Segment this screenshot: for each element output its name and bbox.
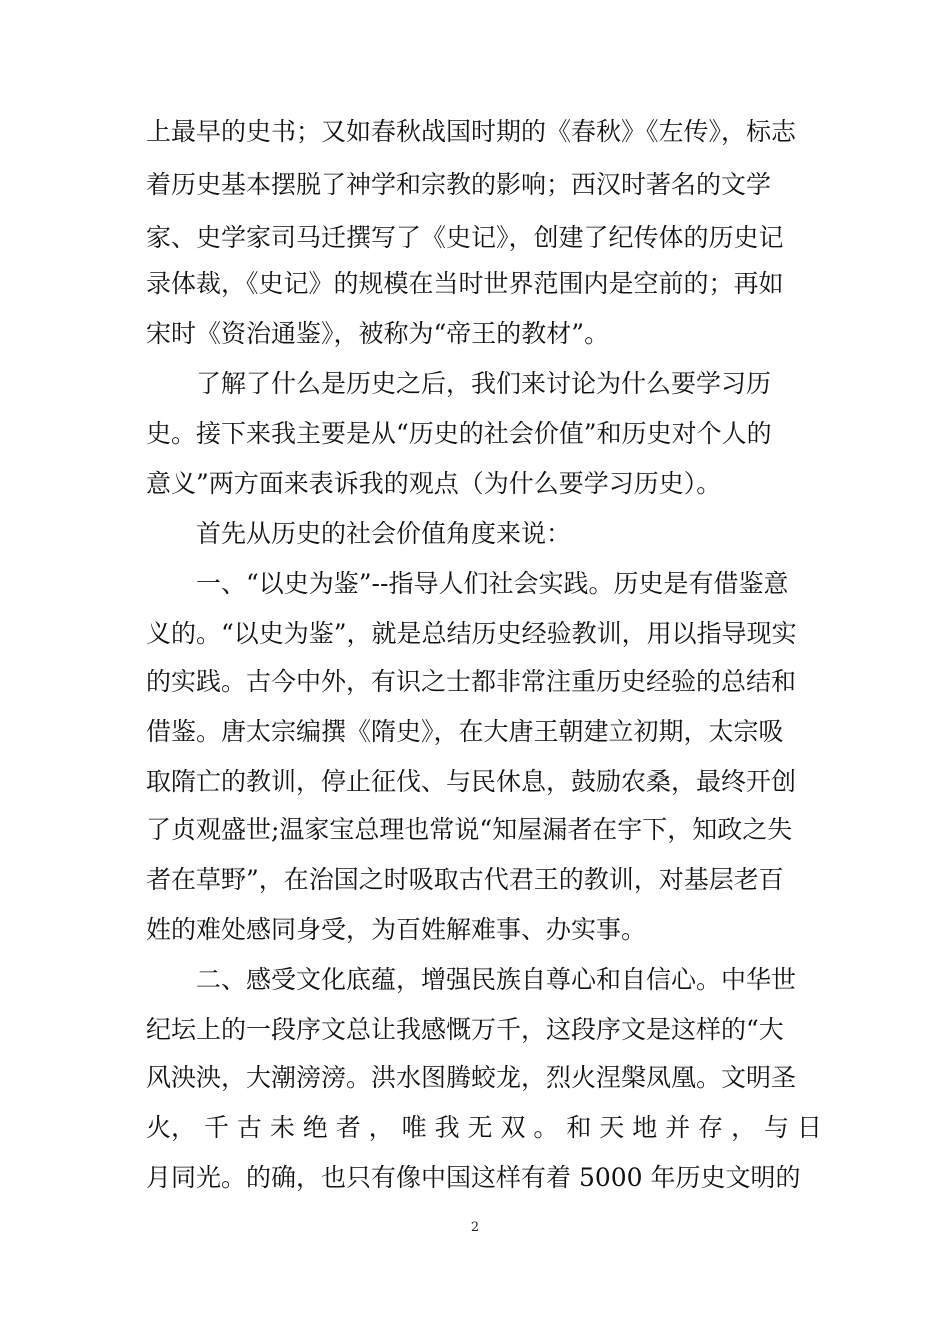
paragraph-start: 首先从历史的社会价值角度来说： <box>196 519 572 548</box>
text-line: 纪坛上的一段序文总让我感慨万千，这段序文是这样的“大 <box>146 1015 784 1044</box>
text-line: 录体裁，《史记》的规模在当时世界范围内是空前的；再如 <box>146 269 784 298</box>
text-line: 义的。“以史为鉴”，就是总结历史经验教训，用以指导现实 <box>146 619 797 648</box>
paragraph-start: 了解了什么是历史之后，我们来讨论为什么要学习历 <box>196 369 772 398</box>
text-line: 上最早的史书；又如春秋战国时期的《春秋》《左传》，标志 <box>146 117 797 146</box>
text-line: 意义”两方面来表诉我的观点（为什么要学习历史）。 <box>146 469 722 498</box>
text-line: 者在草野”，在治国之时吸取古代君王的教训，对基层老百 <box>146 865 784 894</box>
text-line: 风泱泱，大潮滂滂。洪水图腾蛟龙，烈火涅槃凤凰。文明圣 <box>146 1063 797 1092</box>
text-line: 了贞观盛世;温家宝总理也常说“知屋漏者在宇下，知政之失 <box>146 815 793 844</box>
text-line: 着历史基本摆脱了神学和宗教的影响；西汉时著名的文学 <box>146 170 772 199</box>
text-line: 月同光。的确，也只有像中国这样有着 5000 年历史文明的 <box>146 1163 801 1192</box>
text-line: 家、史学家司马迁撰写了《史记》，创建了纪传体的历史记 <box>146 223 784 252</box>
paragraph-start: 二、感受文化底蕴，增强民族自尊心和自信心。中华世 <box>196 965 797 994</box>
page-number: 2 <box>470 1220 480 1235</box>
text-line: 宋时《资治通鉴》，被称为“帝王的教材”。 <box>146 319 610 348</box>
text-line: 姓的难处感同身受，为百姓解难事、办实事。 <box>146 915 647 944</box>
paragraph-start: 一、“以史为鉴”--指导人们社会实践。历史是有借鉴意 <box>196 569 789 598</box>
text-line: 的实践。古今中外，有识之士都非常注重历史经验的总结和 <box>146 667 797 696</box>
text-line: 史。接下来我主要是从“历史的社会价值”和历史对个人的 <box>146 419 772 448</box>
text-line: 取隋亡的教训，停止征伐、与民休息，鼓励农桑，最终开创 <box>146 767 797 796</box>
text-line: 火， 千 古 未 绝 者 ， 唯 我 无 双 。 和 天 地 并 存 ， 与 日 <box>146 1113 822 1142</box>
text-line: 借鉴。唐太宗编撰《隋史》，在大唐王朝建立初期，太宗吸 <box>146 717 784 746</box>
